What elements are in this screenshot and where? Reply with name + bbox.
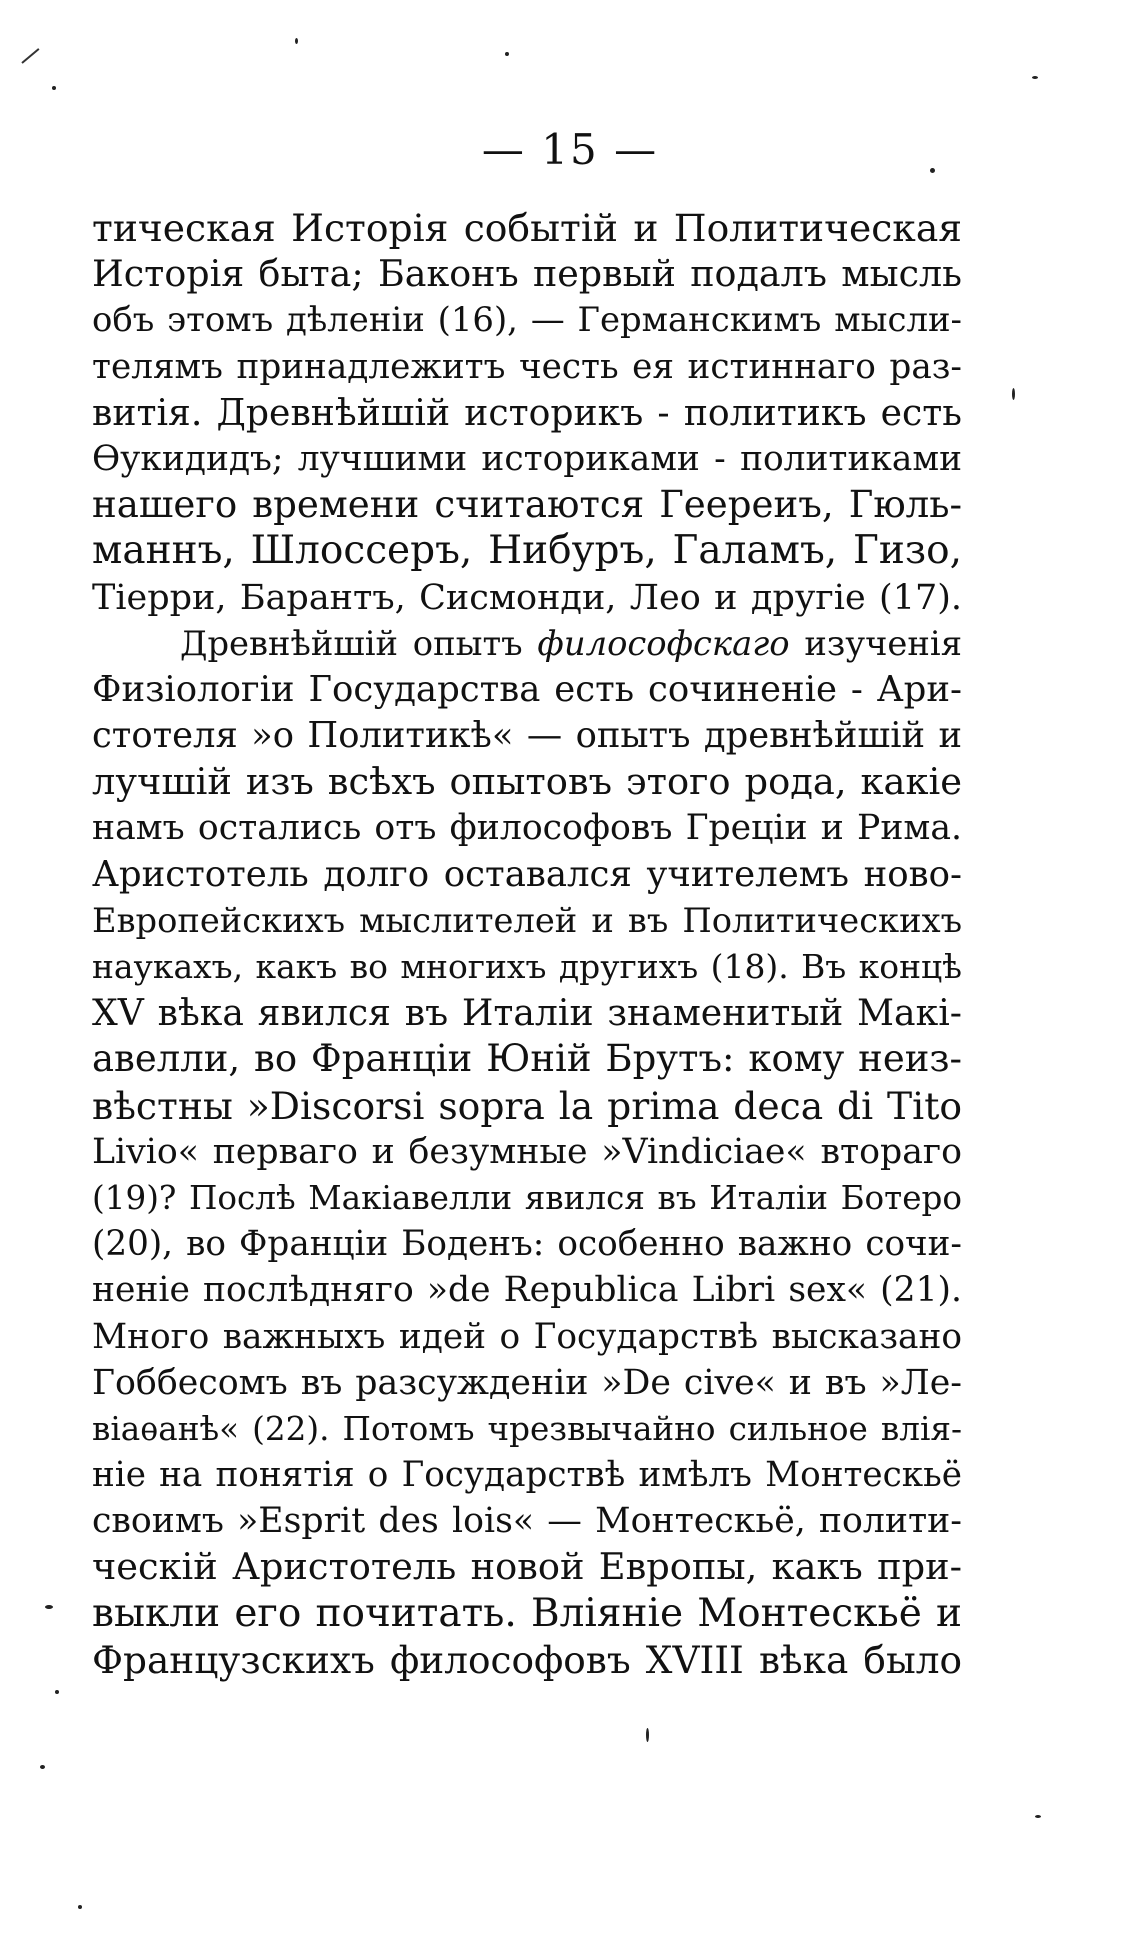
scan-speck	[1012, 388, 1015, 400]
text-line: намъ остались отъ философовъ Греціи и Рима.	[92, 808, 962, 849]
text-line: віаѳанѣ« (22). Потомъ чрезвычайно сильное влія-	[92, 1409, 962, 1448]
text-line: Исторія быта; Баконъ первый подалъ мысль	[92, 252, 962, 296]
text-line: Европейскихъ мыслителей и въ Политическихъ	[92, 900, 962, 940]
text-line: Аристотель долго оставался учителемъ ново-	[92, 853, 962, 895]
scan-speck	[1035, 1815, 1041, 1818]
scan-speck	[295, 38, 298, 44]
text-line: неніе послѣдняго »de Republica Libri sex« (21).	[92, 1270, 962, 1311]
scan-speck	[45, 1605, 53, 1609]
text-line: Тіерри, Барантъ, Сисмонди, Лео и другіе (17).	[92, 577, 962, 618]
text-line: Ѳукидидъ; лучшими историками - политиками	[92, 438, 962, 479]
text-segment: изученія	[789, 623, 962, 663]
text-line: своимъ »Esprit des lois« — Монтескьё, полити-	[92, 1501, 962, 1542]
text-line: телямъ принадлежитъ честь ея истиннаго раз-	[92, 346, 962, 387]
text-line: ческій Аристотель новой Европы, какъ при-	[92, 1545, 962, 1589]
text-segment: Древнѣйшій опытъ	[180, 623, 538, 663]
text-line: выкли его почитать. Вліяніе Монтескьё и	[92, 1590, 962, 1636]
scan-mark	[21, 48, 39, 64]
text-line: (19)? Послѣ Макіавелли явился въ Италіи Ботеро	[92, 1178, 962, 1217]
text-line: Много важныхъ идей о Государствѣ высказано	[92, 1316, 962, 1357]
text-line: Livio« перваго и безумные »Vindiciae« втораго	[92, 1131, 962, 1172]
italic-term: философскаго	[537, 623, 790, 663]
scan-speck	[40, 1765, 45, 1769]
text-line: вѣстны »Discorsi sopra la prima deca di Tito	[92, 1083, 962, 1128]
scan-speck	[505, 52, 509, 56]
text-line: нашего времени считаются Геереиъ, Гюль-	[92, 483, 962, 527]
text-line: ніе на понятія о Государствѣ имѣлъ Монтескьё	[92, 1455, 962, 1496]
scan-speck	[1032, 76, 1038, 79]
text-line: витія. Древнѣйшій историкъ - политикъ есть	[92, 390, 962, 434]
text-line: Гоббесомъ въ разсужденіи »De cive« и въ »Ле-	[92, 1362, 962, 1403]
text-line: лучшій изъ всѣхъ опытовъ этого рода, какіе	[92, 760, 962, 804]
text-line: Французскихъ философовъ XVIII вѣка было	[92, 1637, 962, 1682]
scan-speck	[646, 1728, 649, 1742]
text-line: тическая Исторія событій и Политическая	[92, 206, 962, 250]
scan-speck	[78, 1905, 82, 1909]
text-line: XV вѣка явился въ Италіи знаменитый Макі-	[92, 991, 962, 1035]
text-line	[92, 621, 962, 667]
text-line: (20), во Франціи Боденъ: особенно важно сочи-	[92, 1224, 962, 1265]
scan-speck	[55, 1690, 59, 1694]
scan-speck	[52, 86, 56, 90]
text-line: маннъ, Шлоссеръ, Нибуръ, Галамъ, Гизо,	[92, 528, 962, 574]
text-line: объ этомъ дѣленіи (16), — Германскимъ мысли-	[92, 300, 962, 340]
text-line: авелли, во Франціи Юній Брутъ: кому неиз-	[92, 1037, 962, 1081]
text-line: наукахъ, какъ во многихъ другихъ (18). Въ концѣ	[92, 947, 962, 986]
body-text	[92, 205, 962, 1683]
text-line: стотеля »о Политикѣ« — опытъ древнѣйшій и	[92, 715, 962, 757]
page-number: — 15 —	[481, 125, 659, 174]
text-line: Физіологіи Государства есть сочиненіе - Ари-	[92, 668, 962, 710]
